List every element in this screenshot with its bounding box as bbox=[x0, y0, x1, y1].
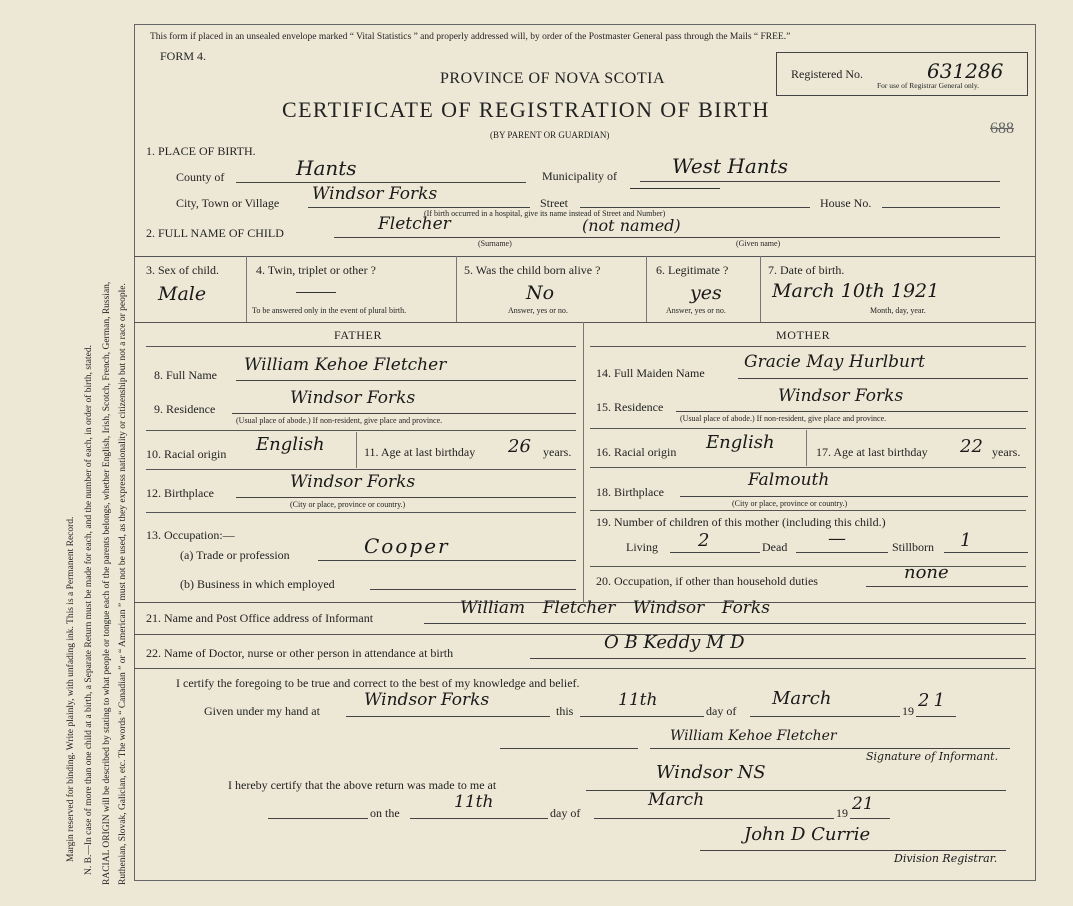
registrar-caption: Division Registrar. bbox=[894, 852, 998, 865]
twin-dash bbox=[296, 292, 336, 293]
mother-age: 22 bbox=[960, 436, 983, 457]
given-caption: (Given name) bbox=[736, 239, 781, 248]
child-name-label: 2. FULL NAME OF CHILD bbox=[146, 226, 284, 240]
county-value: Hants bbox=[296, 156, 357, 180]
mother-children-label: 19. Number of children of this mother (including this child.) bbox=[596, 515, 886, 529]
father-birthplace-label: 12. Birthplace bbox=[146, 486, 214, 500]
municipality-label: Municipality of bbox=[542, 169, 617, 183]
field-underline bbox=[680, 496, 1028, 497]
rule bbox=[590, 566, 1026, 567]
year2-prefix: 19 bbox=[836, 806, 848, 820]
province-title: PROVINCE OF NOVA SCOTIA bbox=[440, 70, 666, 87]
mother-race-label: 16. Racial origin bbox=[596, 445, 677, 459]
father-residence-note: (Usual place of abode.) If non-resident, give place and province. bbox=[236, 416, 443, 425]
street-label: Street bbox=[540, 196, 568, 210]
mail-note: This form if placed in an unsealed envelope marked “ Vital Statistics ” and properly addressed will, by order of the Postmaster General pass through the Mails “ FREE.” bbox=[150, 32, 791, 42]
year-suffix: 21 bbox=[918, 690, 949, 711]
date-label: 7. Date of birth. bbox=[768, 263, 845, 277]
this-label: this bbox=[556, 704, 574, 718]
date-note: Month, day, year. bbox=[870, 306, 926, 315]
doctor-label: 22. Name of Doctor, nurse or other person in attendance at birth bbox=[146, 646, 454, 660]
mother-birthplace-note: (City or place, province or country.) bbox=[732, 499, 848, 508]
sex-value: Male bbox=[158, 283, 207, 305]
signature-blank-line bbox=[500, 748, 638, 749]
mother-occupation: none bbox=[904, 562, 949, 583]
city-line bbox=[308, 207, 530, 208]
field-underline bbox=[318, 560, 576, 561]
mother-name-label: 14. Full Maiden Name bbox=[596, 366, 705, 380]
divider bbox=[646, 256, 647, 322]
place-of-birth-label: 1. PLACE OF BIRTH. bbox=[146, 144, 256, 158]
city-label: City, Town or Village bbox=[176, 196, 280, 210]
form-number: FORM 4. bbox=[160, 49, 207, 63]
given-day: 11th bbox=[618, 690, 658, 710]
father-name-label: 8. Full Name bbox=[154, 368, 217, 382]
certify-text: I certify the foregoing to be true and correct to the best of my knowledge and belief. bbox=[176, 676, 580, 690]
father-residence: Windsor Forks bbox=[290, 388, 416, 408]
signature-caption: Signature of Informant. bbox=[866, 750, 999, 763]
divider bbox=[806, 430, 807, 466]
rule bbox=[146, 346, 576, 347]
field-underline bbox=[796, 552, 888, 553]
field-underline bbox=[676, 411, 1028, 412]
street-dash bbox=[630, 188, 720, 189]
field-underline bbox=[370, 589, 576, 590]
father-residence-label: 9. Residence bbox=[154, 402, 216, 416]
field-underline bbox=[236, 380, 576, 381]
hospital-note: (If birth occurred in a hospital, give its name instead of Street and Number) bbox=[424, 209, 666, 218]
rule bbox=[146, 512, 576, 513]
hereby-text: I hereby certify that the above return was made to me at bbox=[228, 778, 497, 792]
father-race: English bbox=[256, 434, 325, 455]
day-of-label-2: day of bbox=[550, 806, 581, 820]
house-label: House No. bbox=[820, 196, 872, 210]
field-underline bbox=[738, 378, 1028, 379]
county-label: County of bbox=[176, 170, 225, 184]
year-prefix: 19 bbox=[902, 704, 914, 718]
mother-age-label: 17. Age at last birthday bbox=[816, 445, 928, 459]
stillborn-label: Stillborn bbox=[892, 540, 935, 554]
side-note-3: RACIAL ORIGIN will be described by stating to what people or tongue each of the parents belongs, whether English, Irish, Scotch, French, German, Russian, bbox=[102, 281, 112, 885]
twin-label: 4. Twin, triplet or other ? bbox=[256, 263, 376, 277]
given-label: Given under my hand at bbox=[204, 704, 320, 718]
rule bbox=[590, 428, 1026, 429]
alive-label: 5. Was the child born alive ? bbox=[464, 263, 601, 277]
father-age: 26 bbox=[508, 436, 531, 457]
legitimate-label: 6. Legitimate ? bbox=[656, 263, 729, 277]
informant-label: 21. Name and Post Office address of Informant bbox=[146, 611, 374, 625]
father-race-label: 10. Racial origin bbox=[146, 447, 227, 461]
field-underline bbox=[670, 552, 760, 553]
field-underline bbox=[850, 818, 890, 819]
field-underline bbox=[700, 850, 1006, 851]
rule bbox=[134, 634, 1035, 635]
rule bbox=[134, 668, 1035, 669]
certificate-title: CERTIFICATE OF REGISTRATION OF BIRTH bbox=[282, 97, 770, 122]
given-month: March bbox=[772, 688, 832, 709]
father-name: William Kehoe Fletcher bbox=[244, 355, 447, 375]
row-top-line bbox=[134, 256, 1035, 257]
mother-birthplace-label: 18. Birthplace bbox=[596, 485, 664, 499]
house-line bbox=[882, 207, 1000, 208]
dead-value: — bbox=[828, 528, 846, 549]
field-underline bbox=[268, 818, 368, 819]
alive-value: No bbox=[526, 282, 555, 304]
father-business-label: (b) Business in which employed bbox=[180, 577, 335, 591]
alive-note: Answer, yes or no. bbox=[508, 306, 568, 315]
mother-residence-note: (Usual place of abode.) If non-resident, give place and province. bbox=[680, 414, 887, 423]
county-line bbox=[236, 182, 526, 183]
registered-label: Registered No. bbox=[791, 67, 863, 81]
mother-birthplace: Falmouth bbox=[748, 470, 830, 490]
rule bbox=[146, 430, 576, 431]
registered-number: 631286 bbox=[927, 59, 1004, 83]
mother-race: English bbox=[706, 432, 775, 453]
legitimate-note: Answer, yes or no. bbox=[666, 306, 726, 315]
field-underline bbox=[530, 658, 1026, 659]
mother-name: Gracie May Hurlburt bbox=[744, 352, 925, 372]
divider bbox=[456, 256, 457, 322]
field-underline bbox=[650, 748, 1010, 749]
side-note-1: Margin reserved for binding. Write plainly, with unfading ink. This is a Permanent Record. bbox=[66, 516, 76, 862]
legitimate-value: yes bbox=[690, 282, 722, 304]
father-birthplace: Windsor Forks bbox=[290, 472, 416, 492]
field-underline bbox=[750, 716, 900, 717]
dead-label: Dead bbox=[762, 540, 788, 554]
rule bbox=[146, 469, 576, 470]
living-value: 2 bbox=[698, 530, 710, 551]
mother-residence: Windsor Forks bbox=[778, 386, 904, 406]
divider bbox=[246, 256, 247, 322]
field-underline bbox=[866, 586, 1028, 587]
side-note-4: Ruthenian, Slovak, Galician, etc. The words “ Canadian ” or “ American ” must not be used, as they express nationality or citizenship but not a race or people. bbox=[118, 283, 128, 885]
registered-box bbox=[776, 52, 1028, 96]
surname-caption: (Surname) bbox=[478, 239, 512, 248]
informant-signature: William Kehoe Fletcher bbox=[670, 728, 837, 744]
made-at-value: Windsor NS bbox=[656, 762, 766, 783]
sex-label: 3. Sex of child. bbox=[146, 263, 219, 277]
registered-day: 11th bbox=[454, 792, 494, 812]
field-underline bbox=[410, 818, 548, 819]
father-trade-label: (a) Trade or profession bbox=[180, 548, 290, 562]
corner-number: 688 bbox=[990, 120, 1014, 137]
father-years: years. bbox=[543, 445, 572, 459]
mother-residence-label: 15. Residence bbox=[596, 400, 664, 414]
on-the-label: on the bbox=[370, 806, 400, 820]
father-age-label: 11. Age at last birthday bbox=[364, 445, 476, 459]
divider bbox=[760, 256, 761, 322]
registrar-use-note: For use of Registrar General only. bbox=[877, 81, 979, 90]
child-surname: Fletcher bbox=[378, 214, 451, 234]
registered-month: March bbox=[648, 790, 705, 810]
child-name-line bbox=[334, 237, 1000, 238]
rule bbox=[590, 467, 1026, 468]
mother-occupation-label: 20. Occupation, if other than household duties bbox=[596, 574, 818, 588]
field-underline bbox=[916, 716, 956, 717]
parents-divider bbox=[583, 322, 584, 602]
informant-value: William Fletcher Windsor Forks bbox=[460, 598, 770, 618]
field-underline bbox=[580, 716, 704, 717]
given-place: Windsor Forks bbox=[364, 690, 490, 710]
doctor-value: O B Keddy M D bbox=[604, 632, 745, 653]
certificate-subtitle: (BY PARENT OR GUARDIAN) bbox=[490, 130, 610, 140]
twin-note: To be answered only in the event of plural birth. bbox=[252, 306, 407, 315]
living-label: Living bbox=[626, 540, 658, 554]
field-underline bbox=[944, 552, 1028, 553]
father-birthplace-note: (City or place, province or country.) bbox=[290, 500, 406, 509]
field-underline bbox=[594, 818, 834, 819]
mother-years: years. bbox=[992, 445, 1021, 459]
registrar-signature: John D Currie bbox=[744, 824, 871, 845]
field-underline bbox=[236, 497, 576, 498]
side-note-2: N. B.—In case of more than one child at a birth, a Separate Return must be made for each, and the number of each, in order of birth, stated. bbox=[84, 345, 94, 875]
divider bbox=[356, 432, 357, 468]
year2-suffix: 21 bbox=[852, 794, 874, 814]
date-value: March 10th 1921 bbox=[772, 280, 940, 302]
municipality-value: West Hants bbox=[672, 154, 788, 178]
rule bbox=[590, 346, 1026, 347]
city-value: Windsor Forks bbox=[312, 184, 438, 204]
street-line bbox=[580, 207, 810, 208]
field-underline bbox=[424, 623, 1026, 624]
mother-heading: MOTHER bbox=[776, 328, 831, 342]
father-occupation-label: 13. Occupation:— bbox=[146, 528, 235, 542]
municipality-line bbox=[640, 181, 1000, 182]
day-of-label: day of bbox=[706, 704, 737, 718]
rule bbox=[590, 510, 1026, 511]
field-underline bbox=[232, 413, 576, 414]
row-bottom-line bbox=[134, 322, 1035, 323]
father-heading: FATHER bbox=[334, 328, 383, 342]
field-underline bbox=[346, 716, 550, 717]
father-trade: Cooper bbox=[364, 534, 450, 558]
stillborn-value: 1 bbox=[960, 530, 972, 551]
child-given-name: (not named) bbox=[582, 216, 681, 235]
